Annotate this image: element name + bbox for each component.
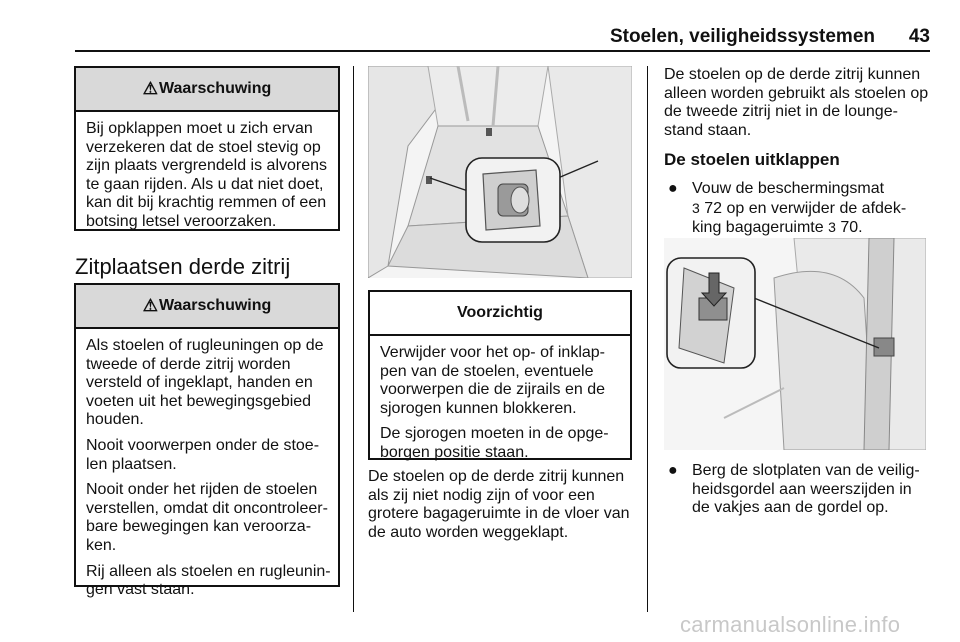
bullet-item-2: [664, 462, 930, 518]
caution-para: Verwijder voor het op- of inklap-pen van de stoelen, eventuele voorwerpen die de zijrails en de sjorogen kunnen blokkeren.: [380, 344, 606, 417]
bullet-1-end: 70.: [840, 219, 863, 237]
warning-triangle-icon: ⚠: [142, 79, 158, 98]
column-divider-left: [353, 66, 354, 612]
section-title: Zitplaatsen derde zitrij: [75, 254, 291, 279]
page-ref-icon: 3: [828, 219, 836, 236]
bullet-1-mid: 72 op en verwijder de afdek-: [704, 199, 907, 217]
caution-box-header: Voorzichtig: [370, 292, 630, 336]
page-number: 43: [908, 26, 930, 47]
column-divider-right: [647, 66, 648, 612]
bullet-1-text: Vouw de beschermingsmat: [692, 180, 885, 197]
page-header-title: Stoelen, veiligheidssystemen: [609, 26, 875, 47]
middle-paragraph: [368, 468, 636, 542]
bullet-1-line3: king bagageruimte: [692, 219, 824, 237]
bullet-dot: ●: [668, 180, 678, 197]
warning-box-1-text: Bij opklappen moet u zich ervan verzekeren dat de stoel stevig op zijn plaats vergrendeld is alvorens te gaan rijden. Als u dat niet doet, kan dit bij krachtig remmen of een botsing letsel veroorzaken.: [86, 120, 328, 230]
page-ref-icon: 3: [692, 199, 700, 216]
warning-box-2-para: Als stoelen of rugleuningen op de tweede of derde zitrij worden versteld of ingeklapt, handen en voeten uit het bewegingsgebied houden.: [86, 337, 324, 429]
right-intro-paragraph: [664, 66, 930, 140]
caution-box: [368, 290, 632, 460]
warning-box-2-title: Waarschuwing: [158, 297, 272, 314]
warning-box-2-body: [76, 329, 338, 606]
warning-box-1-body: [76, 112, 338, 238]
watermark: carmanualsonline.info: [680, 612, 901, 637]
bullet-2-text: Berg de slotplaten van de veilig-heidsgordel aan weerszijden in de vakjes aan de gordel op.: [692, 462, 920, 517]
caution-box-body: [370, 336, 630, 469]
bullet-dot: ●: [668, 462, 678, 479]
warning-box-2: [74, 283, 340, 599]
warning-box-2-header: [76, 285, 338, 329]
warning-box-2-para: Rij alleen als stoelen en rugleunin-gen vast staan.: [86, 562, 331, 599]
warning-box-2-para: Nooit onder het rijden de stoelen verstellen, omdat dit oncontroleer-bare bewegingen kan veroorza-ken.: [86, 481, 328, 554]
warning-box-2-para: Nooit voorwerpen onder de stoe-len plaatsen.: [86, 436, 320, 473]
warning-triangle-icon: ⚠: [142, 296, 158, 315]
warning-box-1: [74, 66, 340, 231]
subheading: De stoelen uitklappen: [664, 150, 840, 169]
seat-belt-illustration: [664, 238, 926, 450]
warning-box-1-title: Waarschuwing: [158, 80, 272, 97]
cargo-area-illustration: [368, 66, 632, 278]
caution-para: De sjorogen moeten in de opge-borgen positie staan.: [380, 425, 609, 461]
middle-paragraph-text: De stoelen op de derde zitrij kunnen als zij niet nodig zijn of voor een grotere bagageruimte in de vloer van de auto worden weggeklapt.: [368, 468, 630, 541]
right-intro-text: De stoelen op de derde zitrij kunnen alleen worden gebruikt als stoelen op de tweede zitrij niet in de lounge-stand staan.: [664, 66, 929, 139]
warning-box-1-header: [76, 68, 338, 112]
bullet-item-1: [664, 180, 930, 238]
header-rule: [75, 50, 930, 52]
